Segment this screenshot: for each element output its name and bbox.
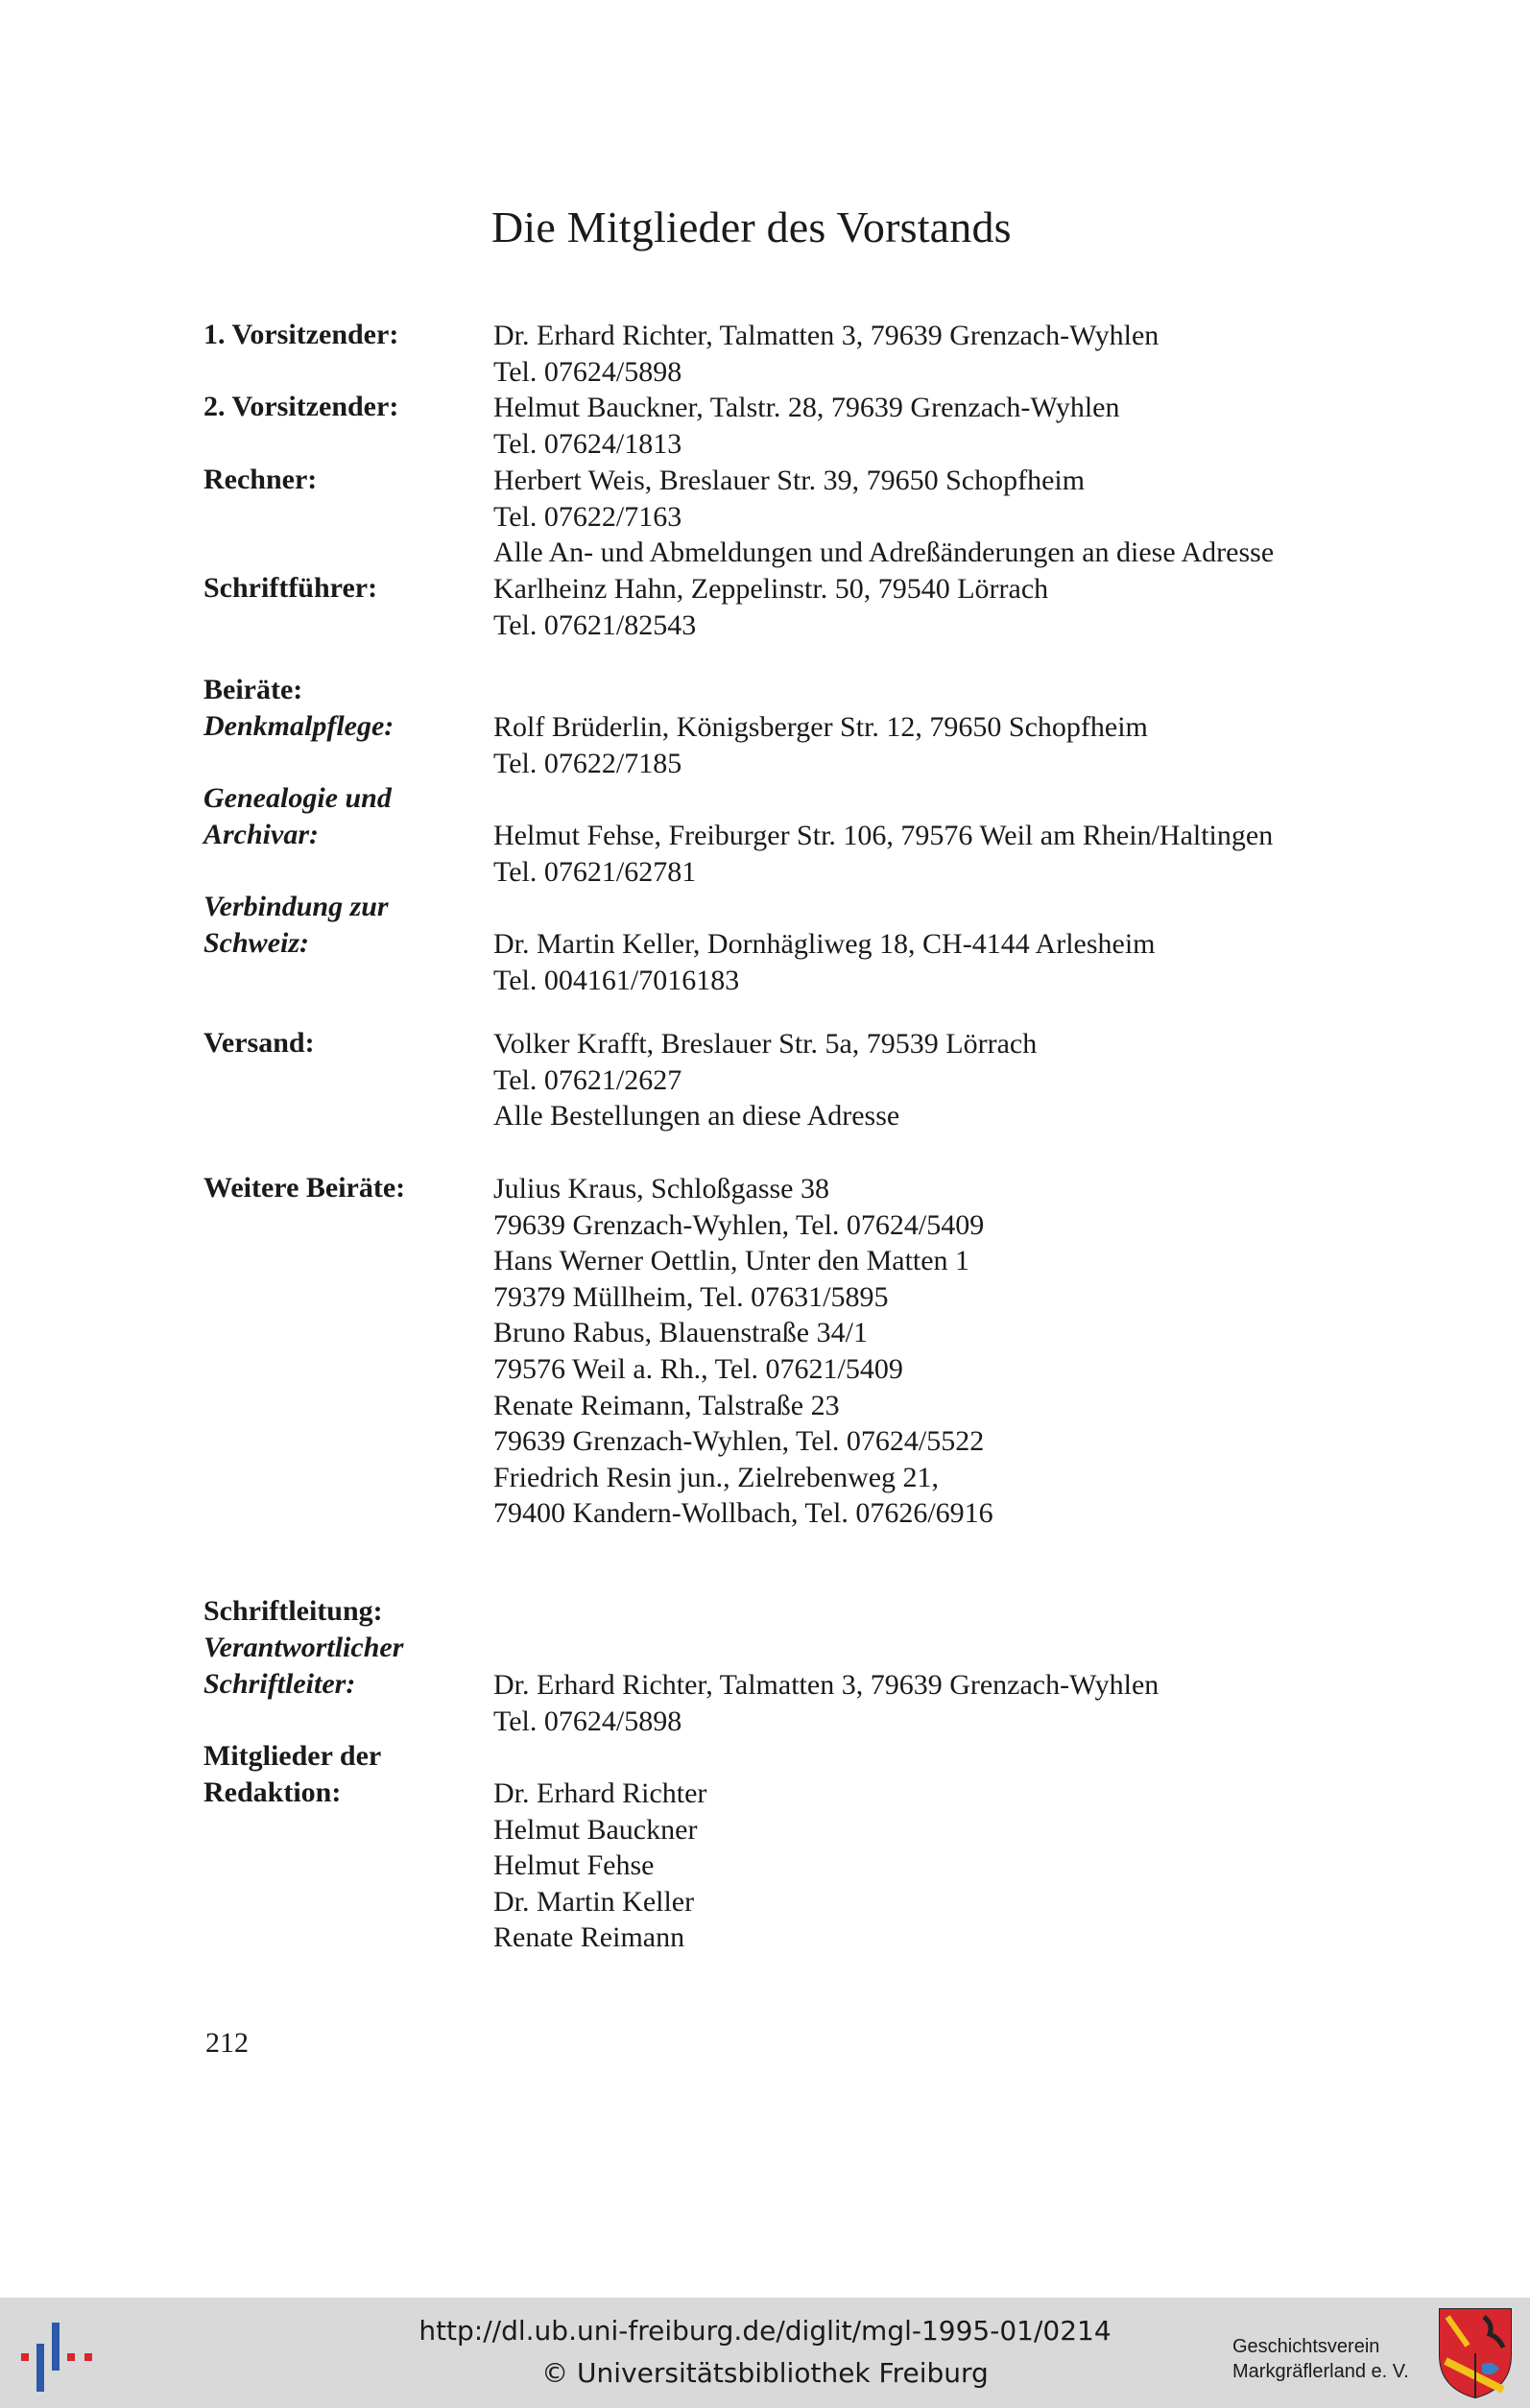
entry-line: Hans Werner Oettlin, Unter den Matten 1	[493, 1245, 970, 1277]
entry-line: 79639 Grenzach-Wyhlen, Tel. 07624/5409	[493, 1208, 985, 1241]
entry-line: Dr. Erhard Richter, Talmatten 3, 79639 Grenzach-Wyhlen	[493, 320, 1159, 351]
label-schriftleitung: Schriftleitung:	[203, 1595, 383, 1627]
entry-archivar	[493, 818, 1273, 890]
entry-vorsitzender-1	[493, 318, 1159, 390]
entry-line: Julius Kraus, Schloßgasse 38	[493, 1173, 829, 1204]
entry-line: Bruno Rabus, Blauenstraße 34/1	[493, 1317, 868, 1349]
entry-schweiz	[493, 926, 1156, 998]
label-vorsitzender-1: 1. Vorsitzender:	[203, 319, 399, 350]
entry-line: Tel. 07624/1813	[493, 427, 682, 460]
footer-bar	[0, 2298, 1530, 2408]
label-archivar: Archivar:	[203, 819, 319, 850]
entry-line: Volker Krafft, Breslauer Str. 5a, 79539 Lörrach	[493, 1028, 1038, 1060]
entry-line: Helmut Bauckner	[493, 1813, 698, 1846]
entry-schriftfuehrer	[493, 571, 1048, 643]
entry-rechner	[493, 463, 1274, 571]
entry-denkmalpflege	[493, 709, 1148, 781]
entry-line: Rolf Brüderlin, Königsberger Str. 12, 79650 Schopfheim	[493, 711, 1148, 743]
entry-line: Dr. Erhard Richter	[493, 1777, 707, 1809]
entry-line: Tel. 07621/2627	[493, 1063, 682, 1096]
label-schriftleiter: Schriftleiter:	[203, 1668, 356, 1700]
label-vorsitzender-2: 2. Vorsitzender:	[203, 391, 399, 422]
entry-versand	[493, 1026, 1037, 1134]
entry-line: Renate Reimann	[493, 1921, 685, 1954]
label-redaktion: Redaktion:	[203, 1776, 342, 1808]
entry-line: Friedrich Resin jun., Zielrebenweg 21,	[493, 1461, 940, 1493]
entry-line: Tel. 07621/62781	[493, 855, 697, 888]
entry-line: Helmut Bauckner, Talstr. 28, 79639 Grenzach-Wyhlen	[493, 392, 1120, 423]
entry-line: Helmut Fehse	[493, 1849, 655, 1882]
label-schriftfuehrer: Schriftführer:	[203, 572, 378, 604]
footer-url-link[interactable]: http://dl.ub.uni-freiburg.de/diglit/mgl-1995-01/0214	[418, 2315, 1112, 2347]
entry-line: 79639 Grenzach-Wyhlen, Tel. 07624/5522	[493, 1425, 985, 1458]
label-verbindung: Verbindung zur	[203, 891, 389, 922]
entry-line: Tel. 07624/5898	[493, 1705, 682, 1737]
entry-line: Tel. 07622/7185	[493, 747, 682, 779]
entry-redaktion	[493, 1776, 706, 1956]
entry-line: Herbert Weis, Breslauer Str. 39, 79650 Schopfheim	[493, 465, 1086, 496]
label-rechner: Rechner:	[203, 464, 318, 495]
label-genealogie: Genealogie und	[203, 782, 392, 814]
entry-line: Tel. 004161/7016183	[493, 964, 740, 996]
label-schweiz: Schweiz:	[203, 927, 310, 959]
label-verantwortlicher: Verantwortlicher	[203, 1632, 404, 1663]
page-number: 212	[205, 2027, 249, 2059]
entry-line: Helmut Fehse, Freiburger Str. 106, 79576 Weil am Rhein/Haltingen	[493, 820, 1274, 851]
entry-line: 79400 Kandern-Wollbach, Tel. 07626/6916	[493, 1497, 993, 1530]
org-line-2: Markgräflerland e. V.	[1232, 2361, 1409, 2382]
org-line-1: Geschichtsverein	[1232, 2336, 1380, 2357]
entry-weitere-beiraete	[493, 1171, 993, 1532]
entry-line: Dr. Erhard Richter, Talmatten 3, 79639 Grenzach-Wyhlen	[493, 1669, 1159, 1701]
label-mitglieder-der: Mitglieder der	[203, 1740, 382, 1772]
entry-line: 79379 Müllheim, Tel. 07631/5895	[493, 1280, 889, 1313]
entry-schriftleiter	[493, 1667, 1159, 1739]
entry-vorsitzender-2	[493, 390, 1120, 462]
entry-line: Dr. Martin Keller	[493, 1885, 695, 1918]
entry-line: Alle Bestellungen an diese Adresse	[493, 1100, 900, 1132]
coat-of-arms-icon	[1436, 2305, 1515, 2399]
entry-line: Renate Reimann, Talstraße 23	[493, 1389, 840, 1421]
footer-org-name	[1232, 2334, 1409, 2384]
entry-line: 79576 Weil a. Rh., Tel. 07621/5409	[493, 1352, 903, 1385]
label-denkmalpflege: Denkmalpflege:	[203, 710, 394, 742]
label-weitere-beiraete: Weitere Beiräte:	[203, 1172, 406, 1204]
label-beiraete: Beiräte:	[203, 674, 303, 705]
page-title: Die Mitglieder des Vorstands	[491, 203, 1012, 251]
footer-copyright: © Universitätsbibliothek Freiburg	[541, 2357, 989, 2389]
label-versand: Versand:	[203, 1027, 315, 1059]
entry-line: Alle An- und Abmeldungen und Adreßänderungen an diese Adresse	[493, 536, 1275, 569]
entry-line: Tel. 07624/5898	[493, 355, 682, 388]
entry-line: Dr. Martin Keller, Dornhägliweg 18, CH-4144 Arlesheim	[493, 928, 1156, 960]
entry-line: Karlheinz Hahn, Zeppelinstr. 50, 79540 Lörrach	[493, 573, 1049, 605]
entry-line: Tel. 07622/7163	[493, 500, 682, 533]
entry-line: Tel. 07621/82543	[493, 608, 697, 641]
